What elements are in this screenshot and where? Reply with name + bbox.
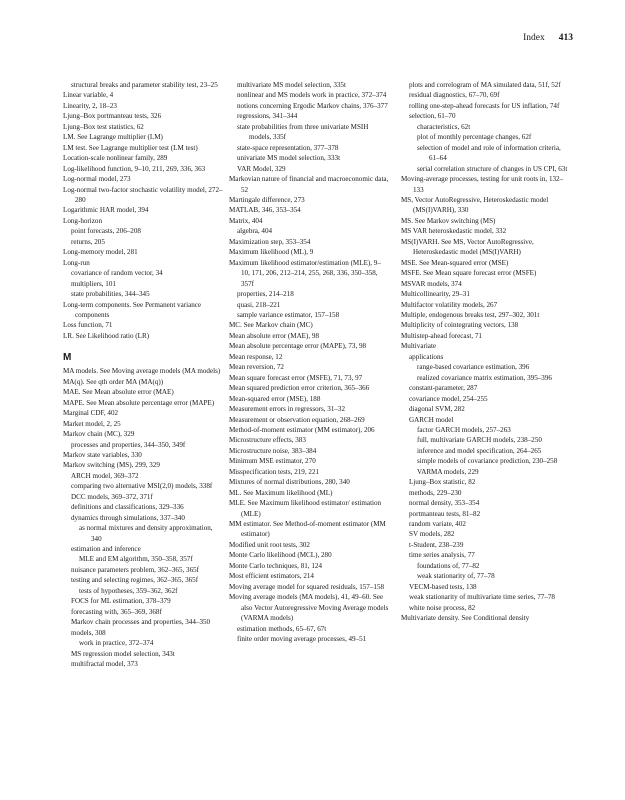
index-entry-text: Linear variable, 4 — [63, 91, 114, 100]
index-entry-text: MS. See Markov switching (MS) — [401, 216, 496, 225]
index-entry-text: Mean response, 12 — [229, 352, 283, 361]
index-subentry — [401, 383, 571, 393]
index-entry-text: Mean squared prediction error criterion, 365–366 — [229, 384, 370, 393]
index-subentry — [401, 603, 571, 613]
index-column-3 — [401, 80, 571, 624]
index-entry-text: work in practice, 372–374 — [79, 639, 154, 648]
index-subentry — [401, 132, 571, 142]
index-entry — [401, 613, 571, 623]
index-entry — [229, 425, 389, 435]
index-entry-text: dynamics through simulations, 337–340 — [71, 513, 185, 522]
index-entry — [63, 143, 223, 153]
index-entry-text: multipliers, 101 — [71, 279, 116, 288]
index-entry — [401, 237, 571, 258]
index-subentry — [401, 519, 571, 529]
index-entry-text: Multiplicity of cointegrating vectors, 138 — [401, 321, 519, 330]
index-entry — [401, 226, 571, 236]
index-subentry — [401, 467, 571, 477]
index-entry-text: VAR Model, 329 — [237, 164, 286, 173]
index-entry-text: portmanteau tests, 81–82 — [409, 509, 481, 518]
index-entry-text: Mean square forecast error (MSFE), 71, 73, 97 — [229, 373, 363, 382]
index-entry-text: forecasting with, 365–369, 368f — [71, 607, 162, 616]
index-entry-text: Markov switching (MS), 299, 329 — [63, 461, 160, 470]
index-entry-text: notions concerning Ergodic Markov chains, 376–377 — [237, 101, 388, 110]
index-subentry — [401, 509, 571, 519]
index-subentry — [401, 540, 571, 550]
index-entry-text: returns, 205 — [71, 237, 105, 246]
index-entry-text: processes and properties, 344–350, 349f — [71, 440, 186, 449]
index-entry — [229, 550, 389, 560]
index-entry-text: Maximum likelihood (ML), 9 — [229, 248, 314, 257]
index-subentry — [229, 226, 389, 236]
index-entry-text: random variate, 402 — [409, 520, 466, 529]
running-header — [523, 33, 573, 47]
index-entry-text: point forecasts, 206–208 — [71, 227, 141, 236]
index-entry-text: Long-term components. See Permanent variance components — [63, 300, 202, 319]
index-entry — [229, 352, 389, 362]
index-entry — [63, 320, 223, 330]
index-entry-text: Matrix, 404 — [229, 216, 263, 225]
index-entry — [229, 258, 389, 289]
index-entry-text: MATLAB, 346, 353–354 — [229, 206, 301, 215]
index-subentry — [401, 435, 571, 445]
index-subentry — [401, 425, 571, 435]
index-entry-text: Microstructure noise, 383–384 — [229, 446, 317, 455]
index-entry-text: selection of model and role of information criteria, 61–64 — [417, 143, 561, 163]
index-entry — [401, 268, 571, 278]
index-entry-text: t-Student, 238–239 — [409, 540, 464, 549]
index-entry-text: Long-run — [63, 258, 90, 267]
index-entry-text: inference and model specification, 264–265 — [417, 446, 542, 455]
index-subentry — [63, 440, 223, 450]
index-entry-text: weak stationarity of, 77–78 — [417, 572, 495, 581]
index-entry-text: plots and correlogram of MA simulated data, 51f, 52f — [409, 81, 561, 89]
index-entry-text: VARMA models, 229 — [417, 467, 479, 476]
index-entry-text: DCC models, 369–372, 371f — [71, 492, 153, 501]
index-entry — [229, 456, 389, 466]
index-entry-text: Multivariate density. See Conditional density — [401, 614, 530, 623]
index-entry-text: covariance model, 254–255 — [409, 394, 488, 403]
index-subentry — [229, 90, 389, 100]
index-subentry — [229, 300, 389, 310]
index-entry — [63, 408, 223, 418]
index-entry-text: Multifactor volatility models, 267 — [401, 300, 498, 309]
index-subentry — [63, 237, 223, 247]
index-entry-text: Markov chain processes and properties, 344–350 — [71, 618, 211, 627]
page-number: 413 — [558, 33, 573, 43]
index-entry-text: methods, 229–230 — [409, 488, 462, 497]
index-entry-text: state probabilities, 344–345 — [71, 290, 150, 299]
index-entry-text: MLE. See Maximum likelihood estimator/ estimation (MLE) — [229, 499, 382, 518]
index-subentry — [401, 529, 571, 539]
index-entry-text: properties, 214–218 — [237, 290, 294, 299]
index-entry — [401, 279, 571, 289]
index-subentry — [63, 289, 223, 299]
index-subentry — [401, 90, 571, 100]
index-subentry — [63, 523, 223, 544]
index-entry-text: normal density, 353–354 — [409, 499, 480, 508]
index-entry-text: Method-of-moment estimator (MM estimator), 206 — [229, 425, 375, 434]
index-entry-text: diagonal SVM, 282 — [409, 405, 465, 414]
index-entry-text: univariate MS model selection, 333t — [237, 154, 341, 163]
index-entry-text: MSVAR models, 374 — [401, 279, 462, 288]
index-subentry — [401, 446, 571, 456]
index-subentry — [229, 624, 389, 634]
index-entry-text: comparing two alternative MSI(2,0) models, 338f — [71, 482, 213, 491]
index-entry-text: Ljung–Box test statistics, 62 — [63, 122, 144, 131]
index-entry-text: foundations of, 77–82 — [417, 561, 480, 570]
index-entry-text: simple models of covariance prediction, 230–258 — [417, 457, 558, 466]
index-entry-text: tests of hypotheses, 359–362, 362f — [79, 586, 178, 595]
index-entry-text: GARCH model — [409, 415, 454, 424]
index-entry-text: Moving average models (MA models), 41, 49–60. See also Vector Autoregressive Moving Average models (VARMA models) — [229, 593, 389, 623]
index-subentry — [63, 544, 223, 554]
index-subentry — [401, 582, 571, 592]
index-entry-text: LR. See Likelihood ratio (LR) — [63, 331, 150, 340]
index-entry — [229, 488, 389, 498]
index-entry-text: Log-normal two-factor stochastic volatility model, 272–280 — [63, 185, 223, 204]
index-entry — [229, 519, 389, 540]
index-entry-text: Long-horizon — [63, 216, 103, 225]
index-subentry — [401, 561, 571, 571]
index-entry — [229, 237, 389, 247]
index-entry-text: models, 308 — [71, 628, 106, 637]
index-subentry — [63, 617, 223, 627]
index-subentry — [401, 415, 571, 425]
index-entry-text: characteristics, 62t — [417, 122, 471, 131]
index-entry — [63, 419, 223, 429]
index-entry-text: Mean reversion, 72 — [229, 363, 284, 372]
index-entry — [229, 383, 389, 393]
index-entry-text: Log-normal model, 273 — [63, 175, 131, 184]
index-entry — [401, 289, 571, 299]
index-subentry — [229, 310, 389, 320]
index-subentry — [401, 122, 571, 132]
index-entry — [401, 174, 571, 195]
index-subentry — [229, 153, 389, 163]
index-entry-text: plot of monthly percentage changes, 62f — [417, 133, 532, 142]
index-entry-text: Markovian nature of financial and macroeconomic data, 52 — [229, 175, 389, 194]
index-entry-text: Long-memory model, 281 — [63, 248, 138, 257]
index-entry-text: LM test. See Lagrange multiplier test (LM test) — [63, 143, 198, 152]
index-subentry — [229, 289, 389, 299]
index-entry — [63, 387, 223, 397]
index-entry-text: time series analysis, 77 — [409, 551, 475, 560]
index-entry-text: Maximum likelihood estimator/estimation (MLE), 9–10, 171, 206, 212–214, 255, 268, 336, 350–358, 357f — [229, 258, 381, 288]
index-entry-text: Market model, 2, 25 — [63, 419, 121, 428]
index-entry-text: Measurement or observation equation, 268–269 — [229, 415, 365, 424]
index-subentry — [63, 565, 223, 575]
index-entry-text: Location-scale nonlinear family, 289 — [63, 154, 168, 163]
index-entry-text: Moving-average processes, testing for unit roots in, 132–133 — [401, 175, 564, 194]
index-subentry — [229, 164, 389, 174]
index-entry — [229, 216, 389, 226]
index-entry — [401, 195, 571, 216]
index-entry-text: Marginal CDF, 402 — [63, 409, 119, 418]
index-entry — [63, 164, 223, 174]
index-entry-text: Microstructure effects, 383 — [229, 436, 306, 445]
index-subentry — [63, 268, 223, 278]
index-column-2 — [229, 80, 389, 644]
index-entry — [229, 592, 389, 623]
index-entry — [63, 300, 223, 321]
index-subentry — [401, 498, 571, 508]
index-entry-text: serial correlation structure of changes in US CPI, 63t — [417, 164, 568, 173]
index-entry — [63, 132, 223, 142]
index-entry — [63, 90, 223, 100]
index-subentry — [63, 492, 223, 502]
index-entry-text: Mean-squared error (MSE), 188 — [229, 394, 321, 403]
index-entry — [229, 446, 389, 456]
index-entry-text: residual diagnostics, 67–70, 69f — [409, 91, 500, 100]
index-entry-text: algebra, 404 — [237, 227, 273, 236]
index-entry — [229, 174, 389, 195]
index-entry — [229, 561, 389, 571]
index-entry-text: quasi, 218–221 — [237, 300, 281, 309]
index-entry-text: white noise process, 82 — [409, 603, 476, 612]
index-subentry — [401, 571, 571, 581]
index-subentry — [229, 101, 389, 111]
index-entry — [401, 216, 571, 226]
index-subentry — [63, 513, 223, 523]
index-entry-text: LM. See Lagrange multiplier (LM) — [63, 133, 163, 142]
index-entry-text: Markov state variables, 330 — [63, 450, 142, 459]
index-subentry — [63, 659, 223, 669]
index-entry — [63, 398, 223, 408]
index-entry — [401, 320, 571, 330]
index-subentry — [401, 143, 571, 164]
index-entry-text: estimation methods, 65–67, 67t — [237, 624, 327, 633]
index-entry-text: weak stationarity of multivariate time series, 77–78 — [409, 593, 555, 602]
index-entry — [229, 435, 389, 445]
index-entry-text: Minimum MSE estimator, 270 — [229, 457, 316, 466]
index-entry-text: constant-parameter, 287 — [409, 384, 478, 393]
index-entry — [63, 111, 223, 121]
index-entry-text: Measurement errors in regressors, 31–32 — [229, 405, 346, 414]
index-entry-text: state-space representation, 377–378 — [237, 143, 339, 152]
index-entry — [401, 258, 571, 268]
index-subentry — [401, 352, 571, 362]
index-entry-text: MM estimator. See Method-of-moment estimator (MM estimator) — [229, 520, 386, 539]
index-entry-text: Ljung–Box portmanteau tests, 326 — [63, 112, 162, 121]
index-subentry — [63, 638, 223, 648]
index-entry-text: state probabilities from three univariate MSIH models, 335f — [237, 122, 369, 142]
index-entry — [229, 467, 389, 477]
index-subentry — [63, 554, 223, 564]
index-entry — [229, 498, 389, 519]
index-subentry — [63, 471, 223, 481]
index-entry — [401, 331, 571, 341]
index-entry-text: covariance of random vector, 34 — [71, 269, 163, 278]
index-entry-text: Most efficient estimators, 214 — [229, 572, 314, 581]
index-subentry — [401, 362, 571, 372]
index-entry-text: Modified unit root tests, 302 — [229, 540, 310, 549]
index-subentry — [63, 279, 223, 289]
index-entry-text: MSE. See Mean-squared error (MSE) — [401, 258, 509, 267]
index-entry-text: Maximization step, 353–354 — [229, 237, 311, 246]
index-subentry — [401, 488, 571, 498]
index-subentry — [401, 111, 571, 121]
index-entry-text: Mixtures of normal distributions, 280, 340 — [229, 478, 350, 487]
index-subentry — [401, 404, 571, 414]
index-entry-text: MS VAR heteroskedastic model, 332 — [401, 227, 507, 236]
index-entry — [229, 404, 389, 414]
index-subentry — [229, 111, 389, 121]
index-entry — [63, 122, 223, 132]
index-entry — [63, 377, 223, 387]
index-entry-text: full, multivariate GARCH models, 238–250 — [417, 436, 542, 445]
index-entry-text: FOCS for ML estimation, 378–379 — [71, 597, 171, 606]
index-entry — [401, 310, 571, 320]
index-entry-text: Martingale difference, 273 — [229, 195, 305, 204]
index-subentry — [63, 586, 223, 596]
index-entry-text: SV models, 282 — [409, 530, 455, 539]
index-entry — [229, 477, 389, 487]
index-entry-text: estimation and inference — [71, 545, 141, 554]
index-entry-text: definitions and classifications, 329–336 — [71, 503, 184, 512]
index-subentry — [401, 101, 571, 111]
index-subentry — [63, 607, 223, 617]
index-entry — [63, 331, 223, 341]
index-entry — [401, 341, 571, 351]
index-subentry — [229, 80, 389, 90]
index-subentry — [63, 649, 223, 659]
index-entry-text: Ljung–Box statistic, 82 — [409, 478, 476, 487]
index-entry — [229, 205, 389, 215]
index-entry-text: Monte Carlo likelihood (MCL), 280 — [229, 551, 332, 560]
index-subentry — [63, 596, 223, 606]
index-entry — [229, 373, 389, 383]
index-entry — [63, 258, 223, 268]
index-entry — [63, 366, 223, 376]
index-subentry — [401, 80, 571, 90]
index-entry-text: Logarithmic HAR model, 394 — [63, 206, 149, 215]
index-letter-heading: M — [63, 352, 72, 364]
index-entry — [229, 415, 389, 425]
index-entry-text: Mean absolute error (MAE), 98 — [229, 331, 320, 340]
index-entry — [63, 216, 223, 226]
index-entry-text: regressions, 341–344 — [237, 112, 298, 121]
index-entry — [229, 540, 389, 550]
index-entry — [229, 571, 389, 581]
index-subentry — [63, 80, 223, 90]
index-entry — [63, 101, 223, 111]
index-subentry — [401, 592, 571, 602]
index-entry — [63, 153, 223, 163]
index-subentry — [229, 634, 389, 644]
index-entry-text: Multistep-ahead forecast, 71 — [401, 331, 482, 340]
index-subentry — [401, 456, 571, 466]
index-entry-text: multivariate MS model selection, 335t — [237, 81, 346, 89]
index-subentry — [401, 550, 571, 560]
index-entry — [229, 582, 389, 592]
index-subentry — [229, 122, 389, 143]
index-entry — [63, 174, 223, 184]
index-entry — [229, 362, 389, 372]
index-entry-text: VECM-based tests, 138 — [409, 582, 477, 591]
index-entry — [63, 429, 223, 439]
index-entry-text: MAE. See Mean absolute error (MAE) — [63, 388, 174, 397]
index-subentry — [63, 226, 223, 236]
index-entry-text: nuisance parameters problem, 362–365, 365f — [71, 565, 200, 574]
index-entry — [63, 450, 223, 460]
index-entry-text: Moving average model for squared residuals, 157–158 — [229, 582, 385, 591]
index-entry — [229, 394, 389, 404]
index-entry-text: Linearity, 2, 18–23 — [63, 101, 117, 110]
index-entry — [63, 247, 223, 257]
index-entry-text: Monte Carlo techniques, 81, 124 — [229, 561, 322, 570]
index-entry-text: applications — [409, 352, 444, 361]
index-entry-text: MA models. See Moving average models (MA models) — [63, 367, 221, 376]
section-title: Index — [523, 33, 545, 43]
index-entry-text: range-based covariance estimation, 396 — [417, 363, 530, 372]
index-entry-text: as normal mixtures and density approximation, 340 — [79, 524, 213, 543]
index-entry-text: Misspecification tests, 219, 221 — [229, 467, 320, 476]
index-column-1 — [63, 80, 223, 669]
index-entry-text: MA(q). See qth order MA (MA(q)) — [63, 377, 164, 386]
index-subentry — [63, 481, 223, 491]
index-entry-text: finite order moving average processes, 49–51 — [237, 635, 367, 644]
index-entry-text: MSFE. See Mean square forecast error (MSFE) — [401, 269, 537, 278]
index-entry-text: realized covariance matrix estimation, 395–396 — [417, 373, 552, 382]
index-subentry — [63, 575, 223, 585]
index-entry — [63, 460, 223, 470]
index-entry-text: Markov chain (MC), 329 — [63, 430, 135, 439]
index-subentry — [401, 164, 571, 174]
index-entry-text: rolling one-step-ahead forecasts for US inflation, 74f — [409, 101, 560, 110]
index-subentry — [401, 477, 571, 487]
index-subentry — [229, 143, 389, 153]
index-subentry — [401, 394, 571, 404]
index-entry-text: testing and selecting regimes, 362–365, 365f — [71, 576, 199, 585]
index-entry — [63, 185, 223, 206]
index-entry-text: ML. See Maximum likelihood (ML) — [229, 488, 333, 497]
index-entry-text: MC. See Markov chain (MC) — [229, 321, 313, 330]
index-entry-text: MLE and EM algorithm, 350–358, 357f — [79, 555, 193, 564]
index-entry-text: structural breaks and parameter stability test, 23–25 — [71, 81, 218, 89]
index-entry — [229, 195, 389, 205]
index-entry-text: Multicollinearity, 29–31 — [401, 290, 470, 299]
index-entry-text: Multivariate — [401, 342, 437, 351]
index-entry-text: Multiple, endogenous breaks test, 297–302, 301t — [401, 310, 540, 319]
index-entry-text: MS regression model selection, 343t — [71, 649, 175, 658]
index-subentry — [63, 628, 223, 638]
index-subentry — [401, 373, 571, 383]
index-entry-text: selection, 61–70 — [409, 112, 456, 121]
index-entry-text: sample variance estimator, 157–158 — [237, 310, 340, 319]
index-entry — [229, 247, 389, 257]
index-entry-text: Mean absolute percentage error (MAPE), 73, 98 — [229, 342, 367, 351]
index-entry — [63, 205, 223, 215]
index-entry-text: MS, Vector AutoRegressive, Heteroskedastic model (MS(I)VARH), 330 — [401, 195, 549, 215]
index-entry-text: multifractal model, 373 — [71, 660, 138, 669]
index-entry-text: nonlinear and MS models work in practice, 372–374 — [237, 91, 387, 100]
index-entry — [229, 320, 389, 330]
index-entry-text: Log-likelihood function, 9–10, 211, 269, 336, 363 — [63, 164, 206, 173]
index-entry-text: MAPE. See Mean absolute percentage error (MAPE) — [63, 398, 215, 407]
index-entry-text: Loss function, 71 — [63, 321, 113, 330]
index-entry — [401, 300, 571, 310]
index-entry — [229, 331, 389, 341]
index-entry-text: ARCH model, 369–372 — [71, 471, 139, 480]
index-entry-text: factor GARCH models, 257–263 — [417, 425, 511, 434]
index-subentry — [63, 502, 223, 512]
index-entry-text: MS(I)VARH. See MS, Vector AutoRegressive, Heteroskedastic model (MS(I)VARH) — [401, 237, 534, 257]
index-entry — [229, 341, 389, 351]
